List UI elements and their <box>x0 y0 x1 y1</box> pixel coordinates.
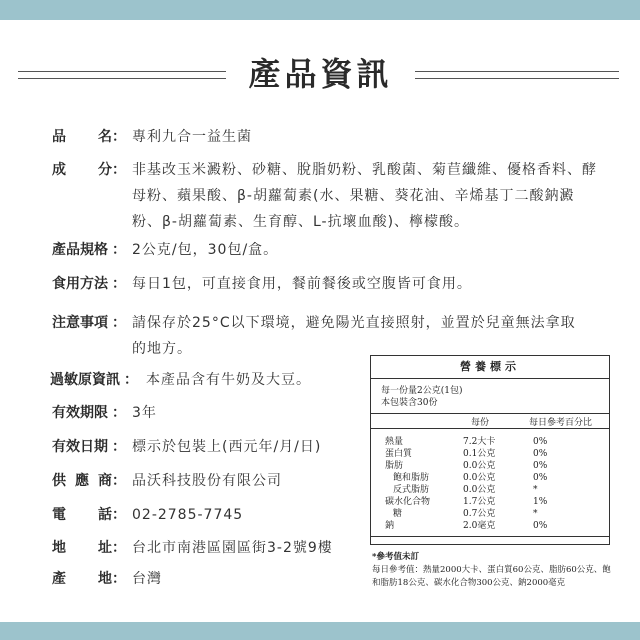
nutrition-row <box>371 520 609 532</box>
field-label: 有效期限 <box>52 405 108 421</box>
label-colon: ： <box>112 540 126 556</box>
label-char: 分 <box>98 162 112 178</box>
note-text: 每日參考值：熱量2000大卡、蛋白質60公克、脂肪60公克、飽和脂肪18公克、碳水化合物300公克、鈉2000毫克 <box>372 565 611 588</box>
label-colon: ： <box>112 571 126 587</box>
nutrient-name: 反式脂肪 <box>393 485 430 495</box>
field-label <box>52 502 112 528</box>
field-label <box>52 535 112 561</box>
field-label <box>52 566 112 592</box>
label-char: 話 <box>98 507 112 523</box>
label-colon: ： <box>112 162 126 178</box>
field-label: 有效日期 <box>52 439 108 455</box>
label-colon: ： <box>112 129 126 145</box>
label-colon: ： <box>124 372 138 388</box>
nutrition-divider <box>371 536 609 537</box>
nutrient-amount: 7.2大卡 <box>463 437 496 447</box>
nutrient-amount: 0.7公克 <box>463 509 496 519</box>
nutrient-daily-pct: * <box>533 485 538 495</box>
field-value: 台北市南港區園區街3-2號9樓 <box>132 540 333 556</box>
nutrient-daily-pct: 0% <box>533 521 548 531</box>
label-char: 供 <box>52 473 66 489</box>
nutrient-name: 碳水化合物 <box>385 497 431 507</box>
label-char: 電 <box>52 507 66 523</box>
nutrient-name: 蛋白質 <box>385 449 413 459</box>
nutrient-daily-pct: 0% <box>533 461 548 471</box>
nutrition-note <box>372 551 612 590</box>
label-char: 應 <box>75 473 89 489</box>
label-colon: ： <box>112 439 126 455</box>
field-label: 食用方法 <box>52 276 108 292</box>
label-char: 成 <box>52 162 66 178</box>
nutrient-amount: 0.0公克 <box>463 473 496 483</box>
field-label <box>52 124 112 150</box>
label-colon: ： <box>112 242 126 258</box>
field-label: 過敏原資訊 <box>50 372 120 388</box>
field-value: 本產品含有牛奶及大豆。 <box>146 372 311 388</box>
label-colon: ： <box>112 315 126 331</box>
nutrition-row <box>371 448 609 460</box>
field-label: 產品規格 <box>52 242 108 258</box>
nutrient-name: 鈉 <box>385 521 395 531</box>
field-value: 品沃科技股份有限公司 <box>132 473 282 489</box>
label-colon: ： <box>112 276 126 292</box>
label-char: 址 <box>98 540 112 556</box>
field-value: 標示於包裝上(西元年/月/日) <box>132 439 322 455</box>
label-char: 名 <box>98 129 112 145</box>
nutrient-amount: 2.0毫克 <box>463 521 496 531</box>
label-char: 品 <box>52 129 66 145</box>
nutrient-daily-pct: * <box>533 509 538 519</box>
label-char: 地 <box>52 540 66 556</box>
nutrition-row <box>371 436 609 448</box>
label-colon: ： <box>112 405 126 421</box>
label-colon: ： <box>112 507 126 523</box>
serving-size: 每一份量2公克(1包) <box>381 386 463 396</box>
nutrient-name: 糖 <box>393 509 403 519</box>
label-char: 產 <box>52 571 66 587</box>
title-rule-left <box>18 71 226 79</box>
nutrition-panel <box>370 355 610 545</box>
nutrition-row <box>371 484 609 496</box>
field-value: 專利九合一益生菌 <box>132 129 252 145</box>
field-value: 3年 <box>132 405 157 421</box>
nutrition-row <box>371 496 609 508</box>
page-title: 產品資訊 <box>248 55 393 93</box>
col-per-serving: 每份 <box>471 418 490 428</box>
nutrient-daily-pct: 1% <box>533 497 548 507</box>
nutrition-column-header <box>371 413 609 429</box>
field-value: 台灣 <box>132 571 162 587</box>
nutrient-name: 脂肪 <box>385 461 404 471</box>
field-value: 非基改玉米澱粉、砂糖、脫脂奶粉、乳酸菌、菊苣纖維、優格香料、酵母粉、蘋果酸、β-胡蘿蔔素(水、果糖、葵花油、辛烯基丁二酸鈉澱粉、β-胡蘿蔔素、生育醇、L-抗壞血酸)、檸檬酸。 <box>132 162 597 230</box>
nutrient-name: 飽和脂肪 <box>393 473 430 483</box>
top-color-band <box>0 0 640 20</box>
title-rule-right <box>415 71 619 79</box>
label-colon: ： <box>112 473 126 489</box>
label-char: 商 <box>98 473 112 489</box>
bottom-color-band <box>0 622 640 640</box>
field-value: 2公克/包，30包/盒。 <box>132 242 279 258</box>
field-value: 02-2785-7745 <box>132 507 244 523</box>
field-value: 每日1包，可直接食用，餐前餐後或空腹皆可食用。 <box>132 276 472 292</box>
title-row <box>0 52 640 96</box>
nutrient-amount: 1.7公克 <box>463 497 496 507</box>
servings-per-pack: 本包裝含30份 <box>381 398 438 408</box>
nutrition-row <box>371 508 609 520</box>
nutrient-daily-pct: 0% <box>533 473 548 483</box>
nutrient-daily-pct: 0% <box>533 437 548 447</box>
nutrition-row <box>371 472 609 484</box>
label-char: 地 <box>98 571 112 587</box>
field-label <box>52 157 112 183</box>
nutrient-name: 熱量 <box>385 437 404 447</box>
nutrient-amount: 0.0公克 <box>463 485 496 495</box>
nutrient-amount: 0.0公克 <box>463 461 496 471</box>
note-heading: *參考值未訂 <box>372 552 419 562</box>
field-value: 請保存於25°C以下環境，避免陽光直接照射，並置於兒童無法拿取的地方。 <box>132 315 576 357</box>
nutrition-title: 營養標示 <box>371 356 609 379</box>
nutrition-row <box>371 460 609 472</box>
nutrition-serving-info <box>371 379 609 409</box>
nutrient-amount: 0.1公克 <box>463 449 496 459</box>
col-daily-pct: 每日參考百分比 <box>529 418 593 428</box>
field-label: 注意事項 <box>52 315 108 331</box>
nutrient-daily-pct: 0% <box>533 449 548 459</box>
field-label <box>52 468 112 494</box>
